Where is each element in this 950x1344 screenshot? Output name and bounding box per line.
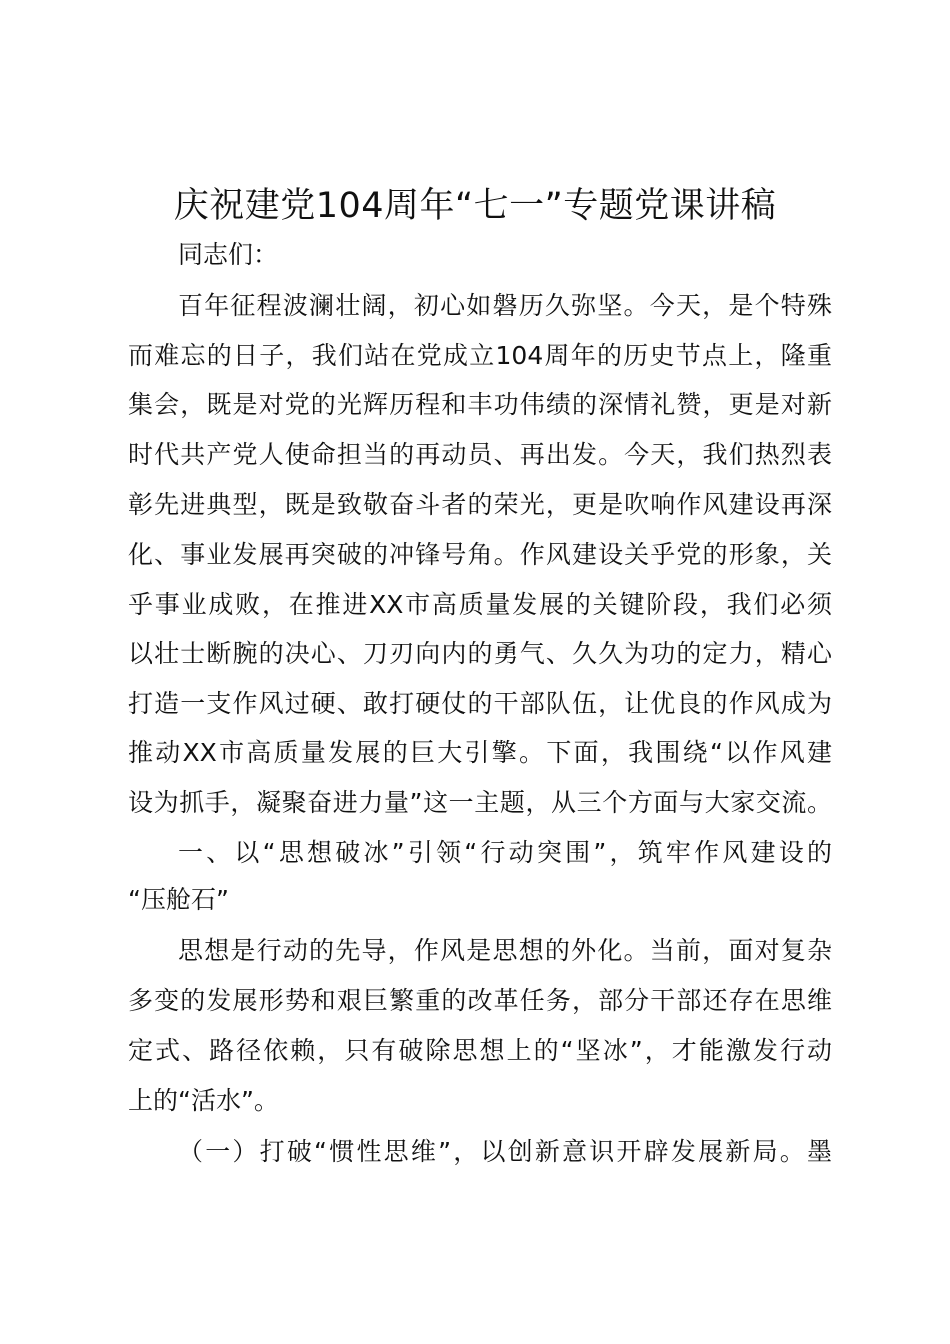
- paragraph-line: 推动XX市高质量发展的巨大引擎。下面，我围绕“以作风建: [128, 738, 832, 767]
- paragraph-line: 定式、路径依赖，只有破除思想上的“坚冰”，才能激发行动: [128, 1036, 832, 1065]
- paragraph-line: 打造一支作风过硬、敢打硬仗的干部队伍，让优良的作风成为: [128, 689, 832, 718]
- paragraph-line: 而难忘的日子，我们站在党成立104周年的历史节点上，隆重: [128, 341, 832, 370]
- paragraph-line: 时代共产党人使命担当的再动员、再出发。今天，我们热烈表: [128, 440, 832, 469]
- document-title: 庆祝建党104周年“七一”专题党课讲稿: [173, 186, 777, 226]
- paragraph-line: 上的“活水”。: [128, 1086, 279, 1115]
- section-heading-1: 一、以“思想破冰”引领“行动突围”，筑牢作风建设的: [178, 838, 832, 867]
- paragraph-line: 思想是行动的先导，作风是思想的外化。当前，面对复杂: [178, 936, 832, 965]
- paragraph-line: 设为抓手，凝聚奋进力量”这一主题，从三个方面与大家交流。: [128, 788, 832, 817]
- salutation: 同志们：: [178, 240, 279, 269]
- paragraph-line: 百年征程波澜壮阔，初心如磐历久弥坚。今天，是个特殊: [178, 291, 832, 320]
- paragraph-line: 多变的发展形势和艰巨繁重的改革任务，部分干部还存在思维: [128, 986, 832, 1015]
- paragraph-line: 彰先进典型，既是致敬奋斗者的荣光，更是吹响作风建设再深: [128, 490, 832, 519]
- subsection-heading-1: （一）打破“惯性思维”，以创新意识开辟发展新局。墨: [178, 1137, 832, 1166]
- paragraph-line: 化、事业发展再突破的冲锋号角。作风建设关乎党的形象，关: [128, 540, 832, 569]
- paragraph-line: 集会，既是对党的光辉历程和丰功伟绩的深情礼赞，更是对新: [128, 390, 832, 419]
- section-heading-1-cont: “压舱石”: [128, 885, 229, 914]
- paragraph-line: 乎事业成败，在推进XX市高质量发展的关键阶段，我们必须: [128, 590, 832, 619]
- paragraph-line: 以壮士断腕的决心、刀刃向内的勇气、久久为功的定力，精心: [128, 639, 832, 668]
